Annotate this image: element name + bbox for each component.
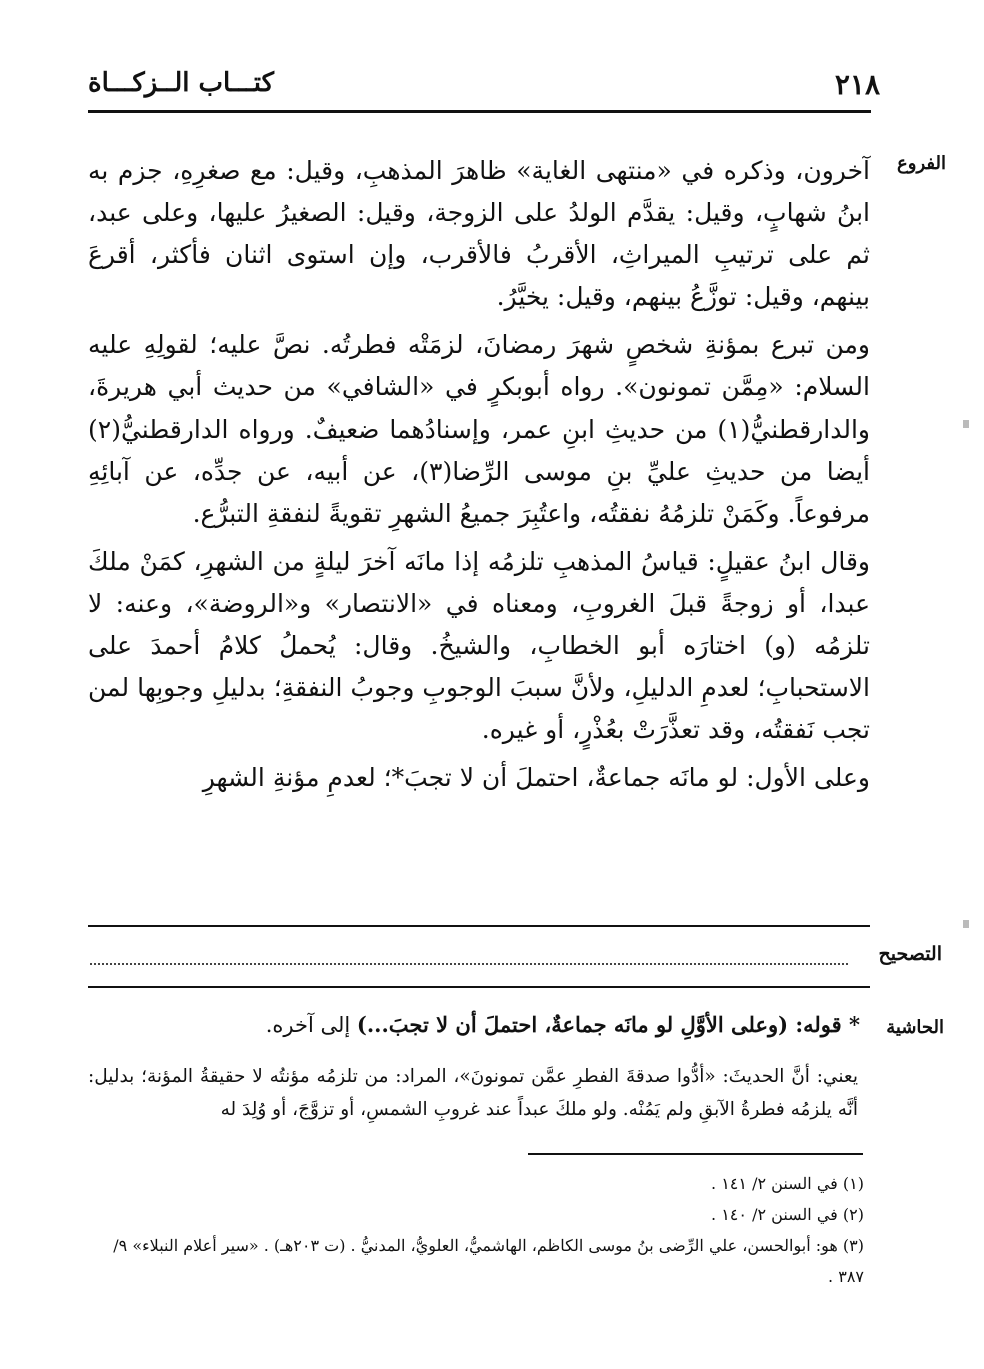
main-paragraph: آخرون، وذكره في «منتهى الغاية» ظاهرَ المذهبِ، وقيل: مع صغرِهِ، جزم به ابنُ شهابٍ، وقيل: يقدَّم الولدُ على الزوجة، وقيل: الصغيرُ عليها، وعلى عبد، ثم على ترتيبِ الميراثِ، الأقربُ فالأقرب، وإن استوى اثنان فأكثر، أقرعَ بينهم، وقيل: توزَّعُ بينهم، وقيل: يخيَّرُ. <box>88 156 870 312</box>
main-paragraph: ومن تبرع بمؤنةِ شخصٍ شهرَ رمضانَ، لزمَتْه فطرتُه. نصَّ عليه؛ لقولِهِ عليه السلام: «مِمَّن تمونون». رواه أبوبكرٍ في «الشافي» من حديث أبي هريرةَ، والدارقطنيُّ(١) من حديثِ ابنِ عمر، وإسنادُهما ضعيفٌ. ورواه الدارقطنيُّ(٢) أيضا من حديثِ عليِّ بنِ موسى الرِّضا(٣)، عن أبيه، عن جدِّه، عن آبائِهِ مرفوعاً. وكَمَنْ تلزمُهُ نفقتُه، واعتُبِرَ جميعُ الشهرِ تقويةً لنفقةِ التبرُّع. <box>88 330 870 528</box>
footnote: (٢) في السنن ٢/ ١٤٠ . <box>711 1205 864 1224</box>
hashiya-heading <box>170 1012 860 1037</box>
scan-edge-mark <box>963 920 969 928</box>
footnotes <box>88 1168 864 1292</box>
header-rule <box>88 110 871 113</box>
section-rule-bottom <box>88 986 870 988</box>
main-text <box>88 150 870 799</box>
tashih-dotted-line <box>90 963 848 965</box>
running-header-title: كتـــاب الــزكـــاة <box>88 68 275 98</box>
footnote: (٣) هو: أبوالحسن، علي الرِّضى بنُ موسى الكاظم، الهاشميُّ، العلويُّ، المدنيُّ . (ت ٢٠٣هـ) . «سير أعلام النبلاء» ٩/ ٣٨٧ . <box>113 1236 864 1286</box>
hashiya-quote-tail: إلى آخره. <box>265 1013 357 1037</box>
footnote-rule <box>528 1153 863 1155</box>
footnote: (١) في السنن ٢/ ١٤١ . <box>711 1174 864 1193</box>
hashiya-body: يعني: أنَّ الحديثَ: «أدُّوا صدقةَ الفطرِ عمَّن تمونونَ»، المراد: من تلزمُه مؤنتُه لا حقيقةُ المؤنة؛ بدليل: أنَّه يلزمُه فطرةُ الآبقِ ولم يَمُنْه. ولو ملكَ عبداً عند غروبِ الشمسِ، أو تزوَّجَ، أو وُلِدَ له <box>88 1066 858 1120</box>
hashiya-quote: * قوله: (وعلى الأوَّلِ لو مانَه جماعةٌ، احتملَ أن لا تجبَ...) <box>356 1012 860 1037</box>
main-paragraph: وعلى الأول: لو مانَه جماعةٌ، احتملَ أن لا تجبَ*؛ لعدمِ مؤنةِ الشهرِ <box>202 763 870 793</box>
section-rule-top <box>88 925 870 927</box>
scan-edge-mark <box>963 420 969 428</box>
main-paragraph: وقال ابنُ عقيلٍ: قياسُ المذهبِ تلزمُه إذا مانَه آخرَ ليلةٍ من الشهرِ، كمَنْ ملكَ عبدا، أو زوجةً قبلَ الغروبِ، ومعناه في «الانتصار» و«الروضة»، وعنه: لا تلزمُه (و) اختارَه أبو الخطابِ، والشيخُ. وقال: يُحملُ كلامُ أحمدَ على الاستحبابِ؛ لعدمِ الدليلِ، ولأنَّ سببَ الوجوبِ وجوبُ النفقةِ؛ بدليلِ وجوبِها لمن تجب نَفقتُه، وقد تعذَّرَتْ بعُذْرٍ، أو غيره. <box>88 546 870 745</box>
page-number: ٢١٨ <box>834 68 880 101</box>
side-label-tashih: التصحيح <box>878 943 942 965</box>
side-label-hashiya: الحاشية <box>886 1017 944 1038</box>
side-label-furu: الفروع <box>897 153 946 174</box>
